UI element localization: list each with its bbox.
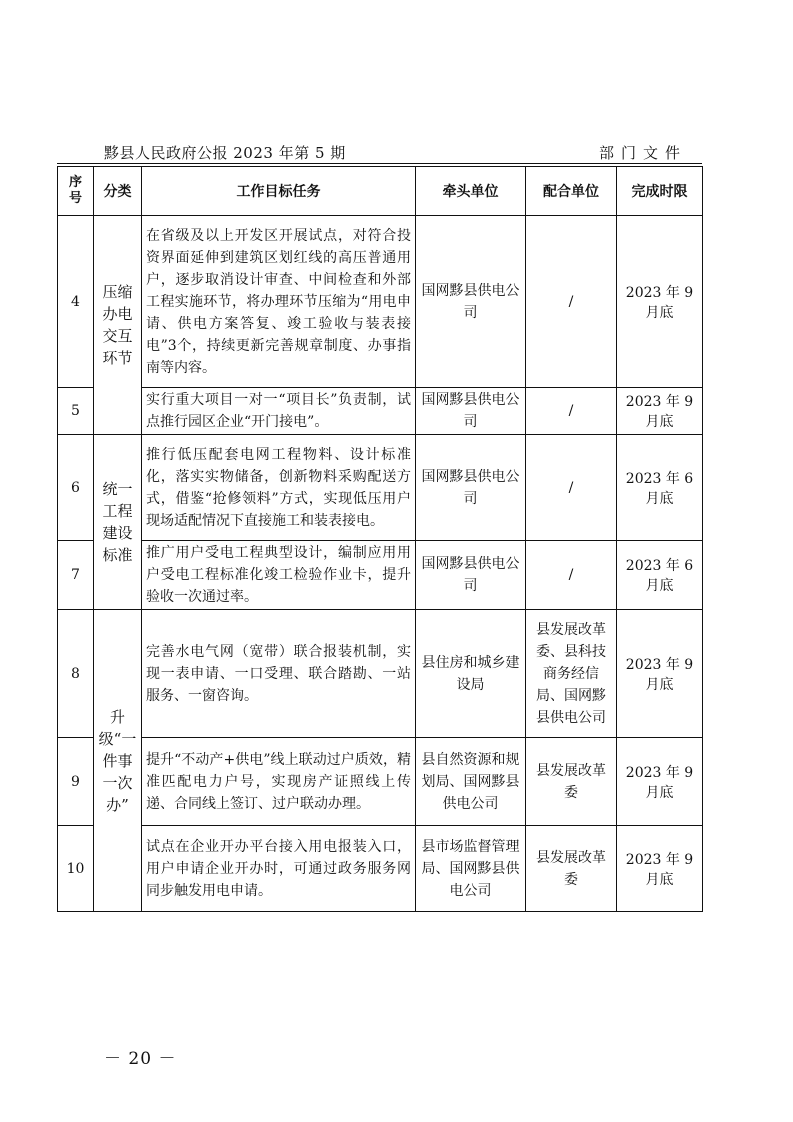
- task-cell: 试点在企业开办平台接入用电报装入口，用户申请企业开办时，可通过政务服务网同步触发用电申请。: [142, 826, 416, 912]
- header-coop-unit: 配合单位: [526, 167, 617, 216]
- task-cell: 在省级及以上开发区开展试点，对符合投资界面延伸到建筑区划红线的高压普通用户，逐步取消设计审查、中间检查和外部工程实施环节，将办理环节压缩为“用电申请、供电方案答复、竣工验收与装表接电”3个，持续更新完善规章制度、办事指南等内容。: [142, 216, 416, 388]
- lead-unit-cell: 国网黟县供电公司: [416, 216, 526, 388]
- table-row: [58, 610, 703, 738]
- page-header: [104, 138, 689, 162]
- lead-unit-cell: 国网黟县供电公司: [416, 435, 526, 541]
- header-deadline: 完成时限: [617, 167, 703, 216]
- row-number: 10: [58, 826, 94, 912]
- coop-unit-cell: /: [526, 216, 617, 388]
- task-cell: 推行低压配套电网工程物料、设计标准化，落实实物储备，创新物料采购配送方式，借鉴“抢修领料”方式，实现低压用户现场适配情况下直接施工和装表接电。: [142, 435, 416, 541]
- table-row: [58, 826, 703, 912]
- table-row: [58, 388, 703, 435]
- coop-unit-cell: 县发展改革委: [526, 738, 617, 826]
- deadline-cell: 2023 年 6 月底: [617, 541, 703, 610]
- row-number: 7: [58, 541, 94, 610]
- lead-unit-cell: 国网黟县供电公司: [416, 541, 526, 610]
- category-cell: 升级“一件事一次办”: [94, 610, 142, 912]
- coop-unit-cell: /: [526, 435, 617, 541]
- deadline-cell: 2023 年 9 月底: [617, 216, 703, 388]
- page-number: － 20 －: [104, 1049, 177, 1069]
- header-serial: 序号: [58, 167, 94, 216]
- row-number: 5: [58, 388, 94, 435]
- task-cell: 提升“不动产+供电”线上联动过户质效，精准匹配电力户号，实现房产证照线上传递、合同线上签订、过户联动办理。: [142, 738, 416, 826]
- bulletin-title: 黟县人民政府公报 2023 年第 5 期: [104, 144, 346, 162]
- row-number: 9: [58, 738, 94, 826]
- deadline-cell: 2023 年 9 月底: [617, 388, 703, 435]
- task-cell: 实行重大项目一对一“项目长”负责制，试点推行园区企业“开门接电”。: [142, 388, 416, 435]
- deadline-cell: 2023 年 9 月底: [617, 610, 703, 738]
- deadline-cell: 2023 年 9 月底: [617, 738, 703, 826]
- table-row: [58, 435, 703, 541]
- coop-unit-cell: 县发展改革委: [526, 826, 617, 912]
- section-label: 部门文件: [598, 144, 687, 162]
- coop-unit-cell: /: [526, 388, 617, 435]
- row-number: 8: [58, 610, 94, 738]
- deadline-cell: 2023 年 6 月底: [617, 435, 703, 541]
- row-number: 4: [58, 216, 94, 388]
- header-lead-unit: 牵头单位: [416, 167, 526, 216]
- header-task: 工作目标任务: [142, 167, 416, 216]
- deadline-cell: 2023 年 9 月底: [617, 826, 703, 912]
- task-cell: 推广用户受电工程典型设计，编制应用用户受电工程标准化竣工检验作业卡，提升验收一次通过率。: [142, 541, 416, 610]
- category-cell: 压缩办电交互环节: [94, 216, 142, 435]
- header-category: 分类: [94, 167, 142, 216]
- header-rule: [57, 163, 702, 164]
- lead-unit-cell: 县自然资源和规划局、国网黟县供电公司: [416, 738, 526, 826]
- coop-unit-cell: 县发展改革委、县科技商务经信局、国网黟县供电公司: [526, 610, 617, 738]
- lead-unit-cell: 县市场监督管理局、国网黟县供电公司: [416, 826, 526, 912]
- lead-unit-cell: 县住房和城乡建设局: [416, 610, 526, 738]
- lead-unit-cell: 国网黟县供电公司: [416, 388, 526, 435]
- table-row: [58, 216, 703, 388]
- task-cell: 完善水电气网（宽带）联合报装机制，实现一表申请、一口受理、联合踏勘、一站服务、一窗咨询。: [142, 610, 416, 738]
- task-table: [57, 166, 703, 912]
- table-row: [58, 738, 703, 826]
- table-header-row: [58, 167, 703, 216]
- category-cell: 统一工程建设标准: [94, 435, 142, 610]
- table-row: [58, 541, 703, 610]
- row-number: 6: [58, 435, 94, 541]
- coop-unit-cell: /: [526, 541, 617, 610]
